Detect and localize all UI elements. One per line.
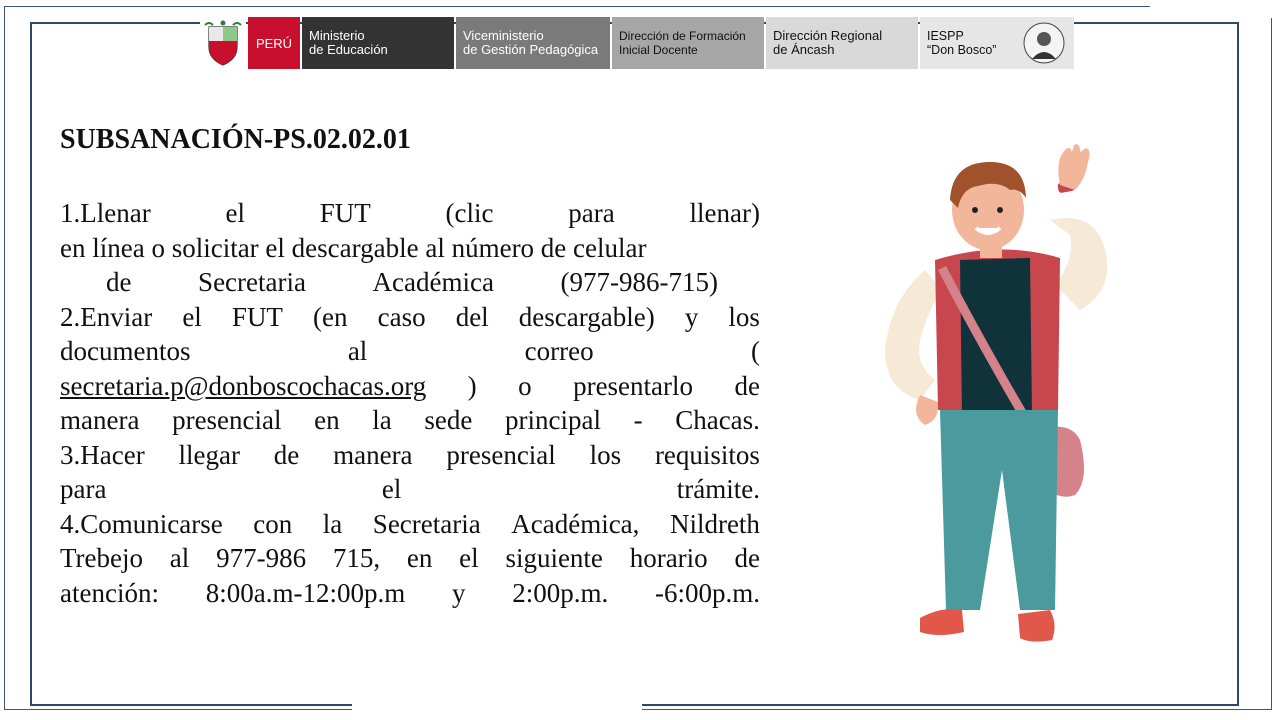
text-word: FUT [319,198,371,228]
text-word: llenar) [689,198,760,228]
text-word: Secretaria [198,267,306,297]
text-word: Académica [372,267,494,297]
text-word: de [734,543,760,573]
text-word: de [734,370,760,401]
frame-gap [352,680,642,710]
text-word: 715, [332,543,381,573]
institution-banner [200,17,1074,69]
text-word: trámite. [676,474,760,504]
text-word: presentarlo [573,370,694,401]
text-word: FUT [231,301,283,332]
text-word: correo [524,336,594,366]
viceministerio-label: Viceministerio de Gestión Pedagógica [456,17,610,69]
peru-label: PERÚ [248,17,300,69]
text-word: descargable) [518,301,655,332]
text-word: la [372,405,392,435]
page-title: SUBSANACIÓN-PS.02.02.01 [60,124,411,155]
iespp-label: IESPP “Don Bosco” [920,17,1074,69]
text-word: al [347,336,368,366]
ministerio-label: Ministerio de Educación [302,17,454,69]
text-line [60,576,760,611]
text-word: con [253,508,293,539]
text-word: - [633,405,643,435]
text-word: al [169,543,190,573]
text-word: los [589,439,622,470]
text-word: siguiente [505,543,603,573]
text-word: documentos [60,336,191,366]
text-word: para [568,198,615,228]
waving-student-illustration [880,140,1120,670]
text-word: Académica, [511,508,640,539]
text-line [60,438,760,473]
text-word: y [451,577,466,608]
text-word: en [406,543,433,573]
text-word: (977-986-715) [560,267,718,297]
text-word: la [322,508,343,539]
text-word: o [518,370,532,401]
instructions-text [60,196,760,610]
text-word: llegar [178,439,240,470]
direccion-formacion-label: Dirección de Formación Inicial Docente [612,17,764,69]
text-word: 3.Hacer [60,439,145,470]
email-link[interactable]: secretaria.p@donboscochacas.org [60,370,427,401]
frame-gap [1150,0,1280,18]
text-word: de [106,267,132,297]
text-line [60,403,760,438]
text-word: en [314,405,340,435]
text-word: (en [313,301,348,332]
text-word: y [684,301,699,332]
text-word: el [182,301,202,332]
text-word: para [60,474,107,504]
text-line [60,300,760,335]
text-word: el [381,474,402,504]
text-line [60,472,760,507]
text-word: presencial [446,439,556,470]
text-line [60,541,760,576]
text-word: manera [60,405,140,435]
text-word: Trebejo [60,543,144,573]
text-line [60,196,760,231]
text-word: el [225,198,245,228]
text-word: del [455,301,489,332]
text-word: ) [467,370,477,401]
text-word: manera [333,439,413,470]
text-word: principal [504,405,601,435]
peru-coat-of-arms-icon [200,17,246,69]
don-bosco-medal-icon [1022,21,1066,65]
direccion-regional-label: Dirección Regional de Áncash [766,17,918,69]
text-line [60,231,760,266]
text-word: 977-986 [216,543,307,573]
text-word: ( [750,336,760,366]
text-word: caso [377,301,426,332]
text-word: 4.Comunicarse [60,508,223,539]
text-word: Nildreth [669,508,760,539]
text-word: el [459,543,479,573]
text-word: 1.Llenar [60,198,151,228]
text-line [60,334,760,369]
text-word: horario [629,543,708,573]
text-word: 8:00a.m-12:00p.m [205,577,406,608]
text-word: presencial [172,405,282,435]
text-word: -6:00p.m. [654,577,760,608]
text-word: atención: [60,577,159,608]
text-word: (clic [445,198,494,228]
text-line-content: en línea o solicitar el descargable al número de celular [60,232,647,263]
text-word: Secretaria [372,508,481,539]
text-word: 2.Enviar [60,301,153,332]
text-word: 2:00p.m. [512,577,609,608]
text-word: Chacas. [675,405,760,435]
text-word: requisitos [654,439,760,470]
text-word: los [728,301,760,332]
text-line [60,369,760,404]
text-line [60,507,760,542]
text-word: sede [424,405,473,435]
text-word: de [273,439,300,470]
text-line [60,265,760,300]
